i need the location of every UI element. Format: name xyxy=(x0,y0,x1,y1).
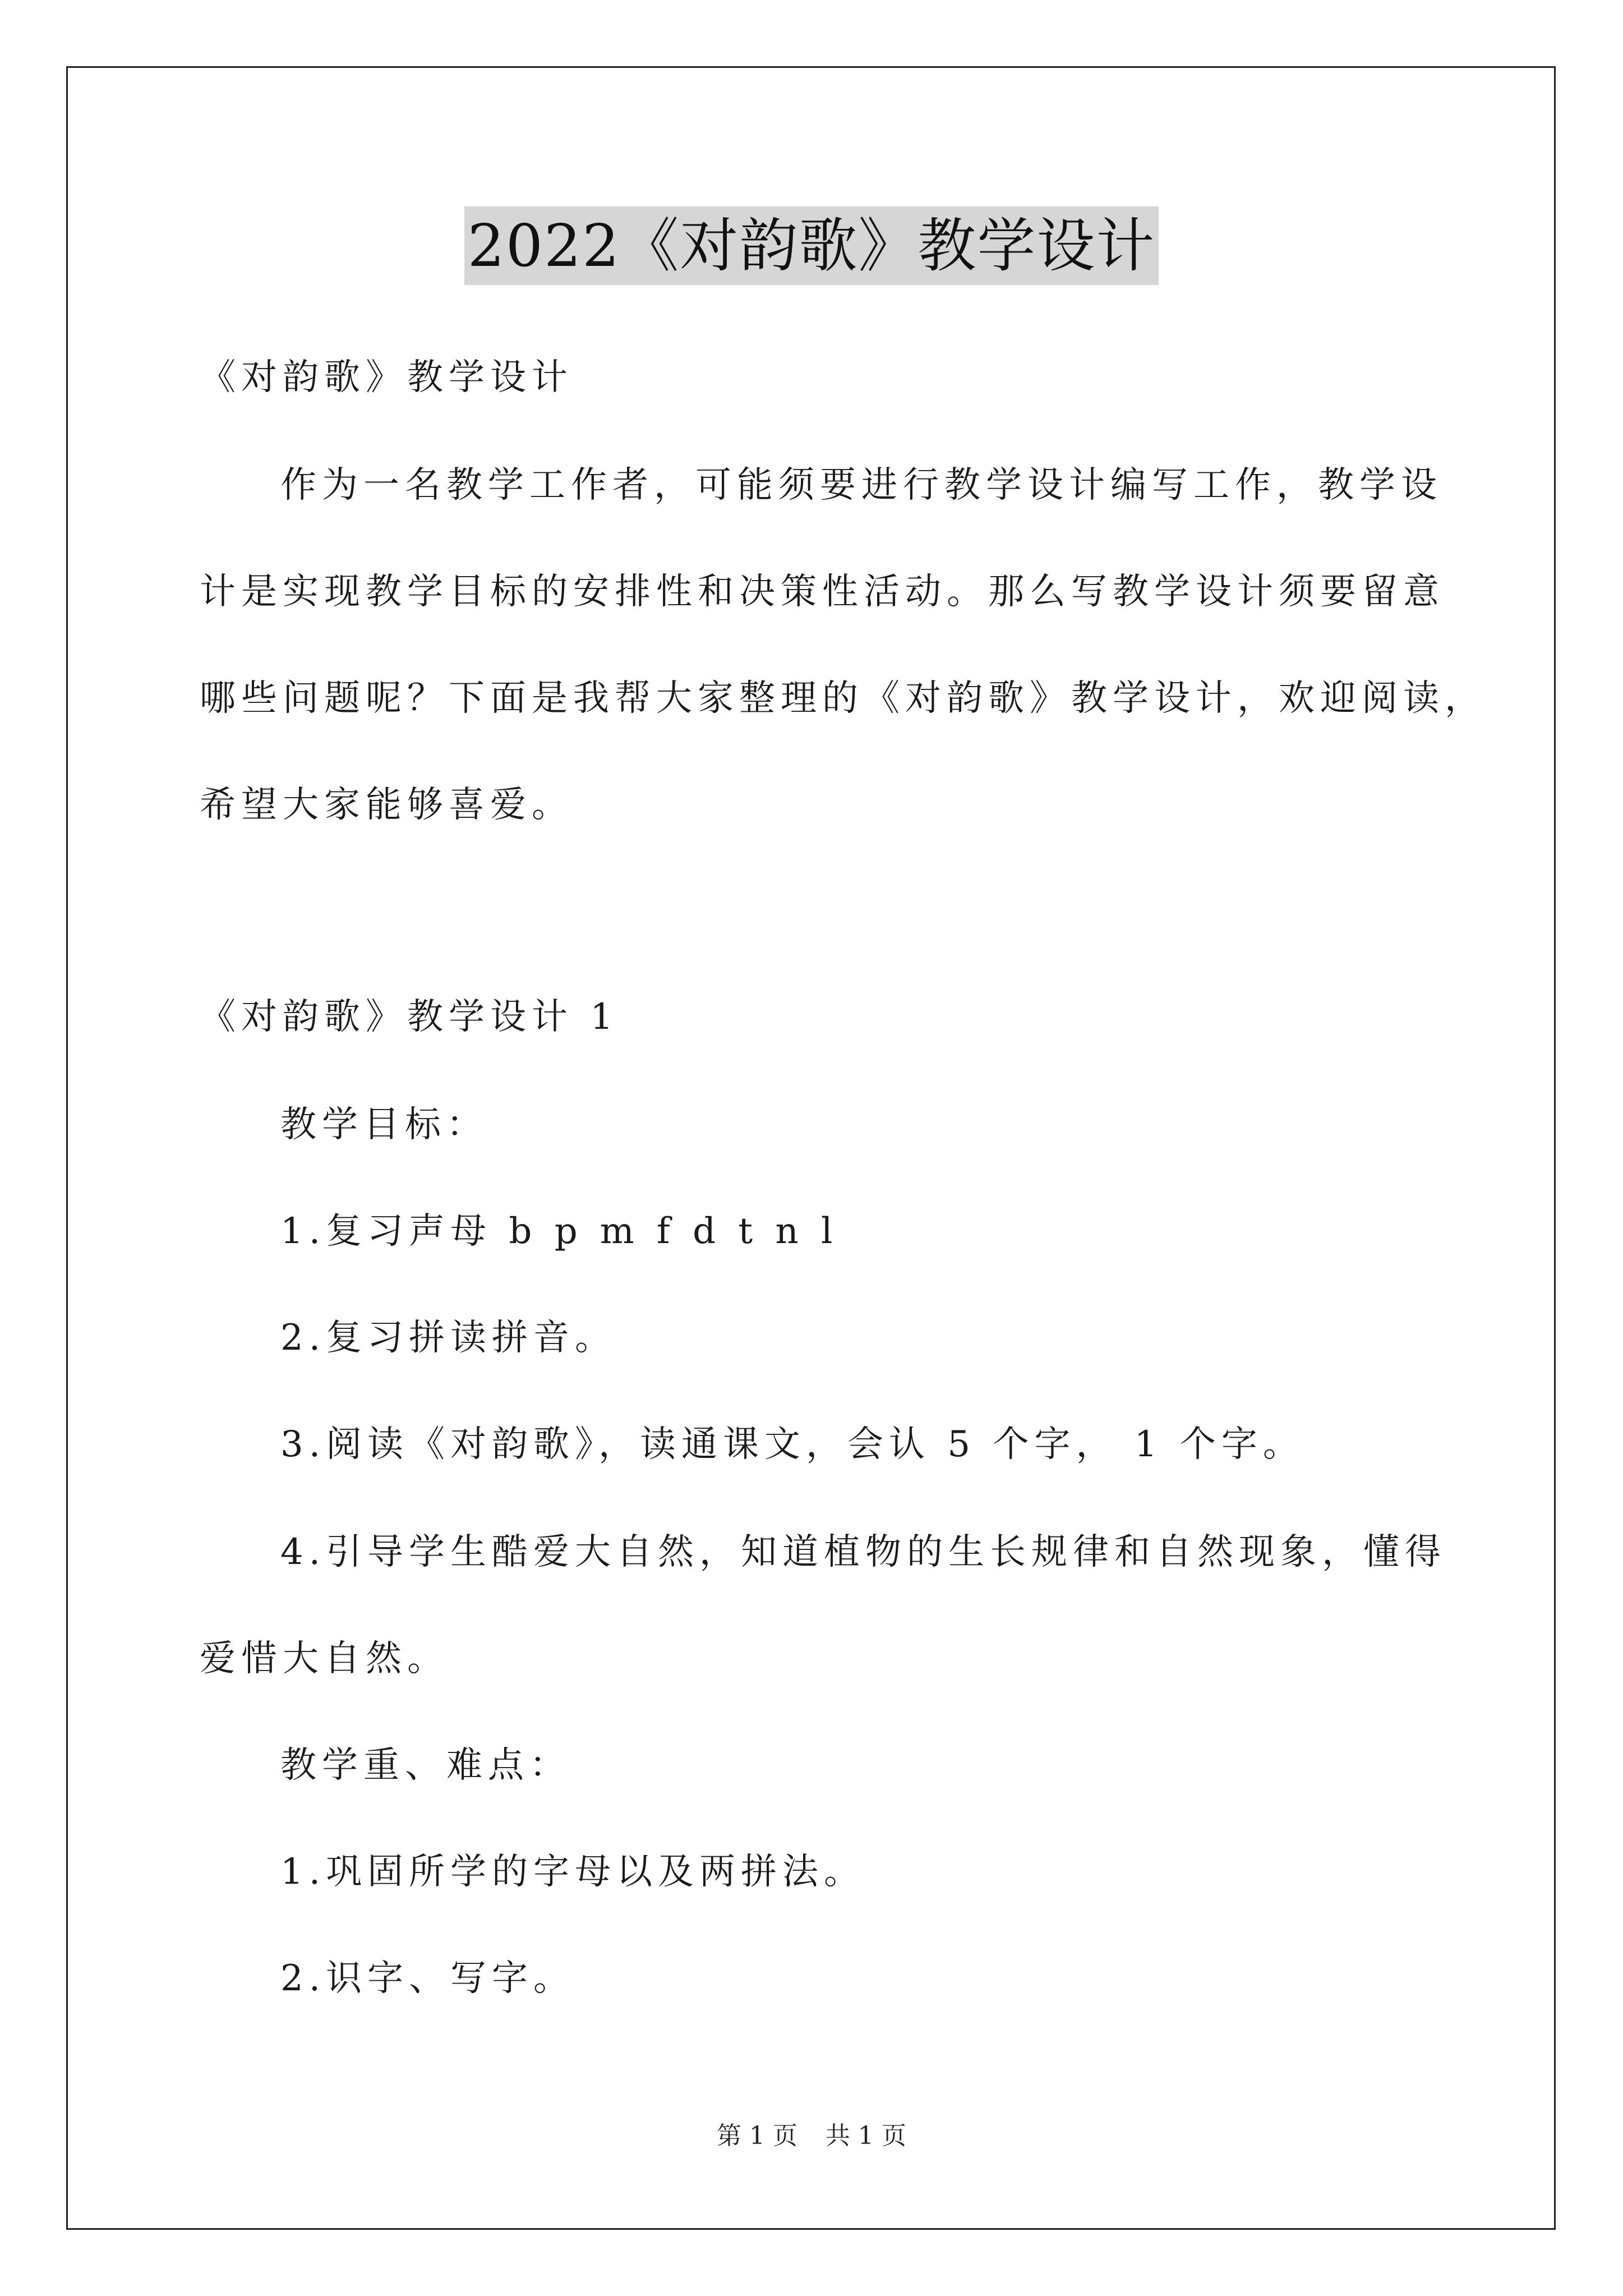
title-wrap xyxy=(0,206,1623,285)
difficulty-heading: 教学重、难点： xyxy=(280,1745,571,1786)
subtitle: 《对韵歌》教学设计 xyxy=(200,357,573,398)
difficulty-item-1: 1.巩固所学的字母以及两拼法。 xyxy=(280,1851,866,1893)
goals-heading: 教学目标： xyxy=(280,1104,488,1145)
intro-line-3: 哪些问题呢？下面是我帮大家整理的《对韵歌》教学设计，欢迎阅读， xyxy=(200,678,1486,719)
document-title: 2022《对韵歌》教学设计 xyxy=(464,206,1159,285)
intro-line-2: 计是实现教学目标的安排性和决策性活动。那么写教学设计须要留意 xyxy=(200,571,1445,613)
goal-item-2: 2.复习拼读拼音。 xyxy=(280,1317,617,1359)
goal-item-4: 4.引导学生酷爱大自然，知道植物的生长规律和自然现象，懂得 xyxy=(280,1531,1447,1573)
difficulty-item-2: 2.识字、写字。 xyxy=(280,1958,575,1999)
intro-line-1: 作为一名教学工作者，可能须要进行教学设计编写工作，教学设 xyxy=(280,464,1442,506)
page-number-total: 共 1 页 xyxy=(826,2122,906,2150)
goal-item-1: 1.复习声母 b p m f d t n l xyxy=(280,1211,838,1252)
page-footer xyxy=(0,2119,1623,2153)
intro-line-4: 希望大家能够喜爱。 xyxy=(200,784,573,826)
section-title: 《对韵歌》教学设计 1 xyxy=(200,996,619,1038)
goal-item-4-continued: 爱惜大自然。 xyxy=(200,1638,449,1680)
goal-item-3: 3.阅读《对韵歌》，读通课文，会认 5 个字， 1 个字。 xyxy=(280,1424,1304,1465)
page-number-current: 第 1 页 xyxy=(717,2122,797,2150)
